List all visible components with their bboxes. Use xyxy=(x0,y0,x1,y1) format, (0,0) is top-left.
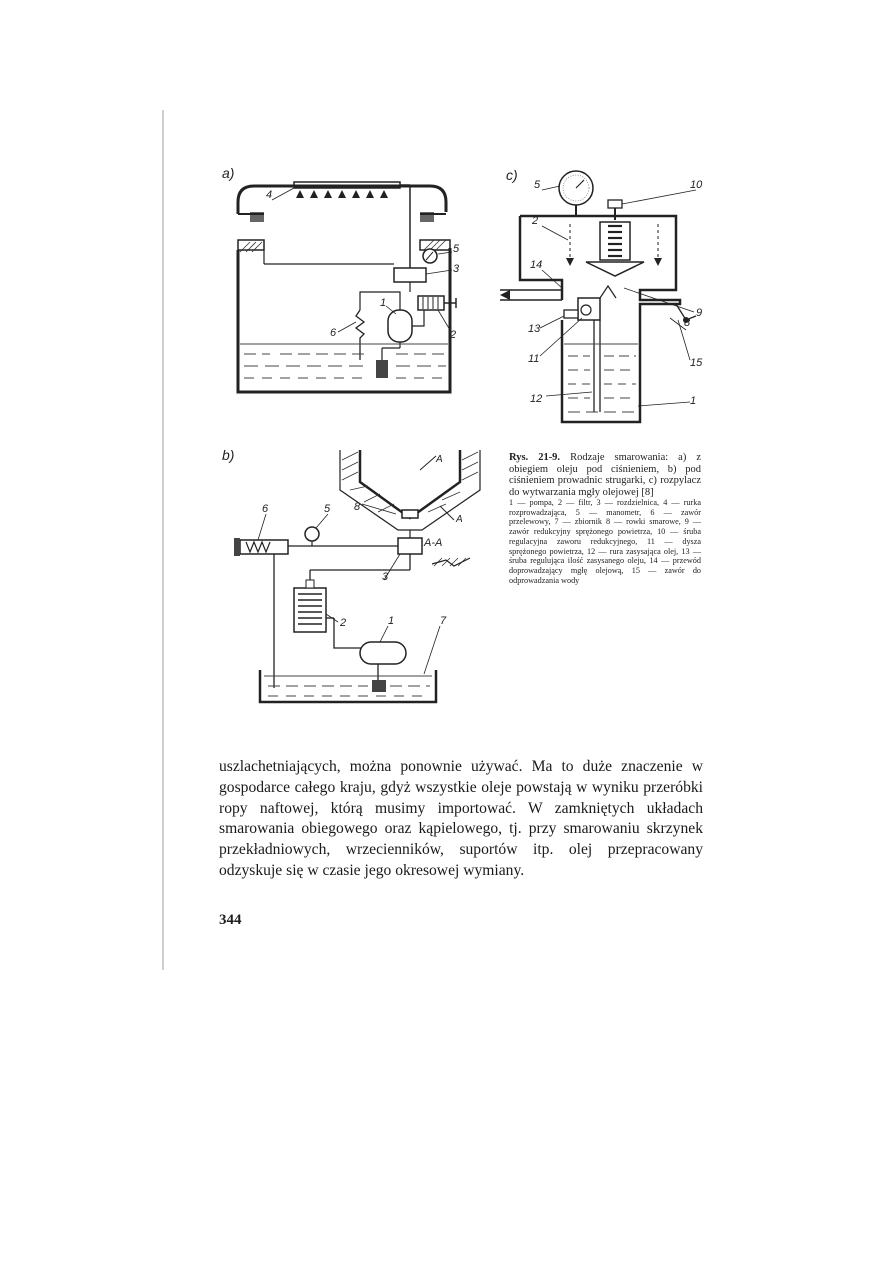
panel-c-number: 11 xyxy=(528,353,540,365)
figure-caption xyxy=(509,452,701,585)
caption-legend-item: 12 — rura zasysająca olej, xyxy=(587,546,679,556)
panel-a-number: 3 xyxy=(453,263,460,275)
caption-title-text: Rodzaje smarowania: a) z obiegiem oleju pod ciśnieniem, b) pod ciśnieniem prowadnic strugarki, c) rozpylacz do wytwarzania mgły olejowej [8] xyxy=(509,452,701,498)
panel-a-number: 5 xyxy=(453,243,460,255)
panel-a-number: 1 xyxy=(380,297,387,309)
panel-b-number: 2 xyxy=(340,617,347,629)
panel-c-label: c) xyxy=(506,167,518,183)
caption-legend-item: 11 — dysza sprężonego powietrza, xyxy=(509,536,702,556)
caption-title xyxy=(509,452,701,498)
caption-legend-item: 4 — rurka rozprowadzająca, xyxy=(509,498,701,517)
caption-legend-item: 5 — manometr, xyxy=(575,507,642,517)
page-number: 344 xyxy=(219,912,242,928)
panel-c-number: 8 xyxy=(684,317,691,329)
panel-b-number: 6 xyxy=(262,503,269,515)
panel-c-number: 15 xyxy=(690,357,703,369)
panel-c-number: 2 xyxy=(532,215,539,227)
caption-legend-item: 9 — zawór redukcyjny sprężonego powietrza, xyxy=(509,517,702,537)
panel-b-number: 3 xyxy=(382,571,389,583)
panel-b-number: 7 xyxy=(440,615,447,627)
caption-legend-item: 6 — zawór przelewowy, xyxy=(509,507,702,527)
panel-c-number: 12 xyxy=(530,393,543,405)
panel-c-number: 1 xyxy=(690,395,697,407)
figure-panel-a xyxy=(210,160,480,410)
caption-legend-item: 1 — pompa, xyxy=(509,498,554,507)
caption-legend-item: 8 — rowki smarowe, xyxy=(605,517,681,527)
scan-edge xyxy=(162,110,164,970)
panel-b-cut-mark: A xyxy=(436,454,443,465)
panel-b-number: 8 xyxy=(354,501,361,513)
panel-c-number: 9 xyxy=(696,307,703,319)
caption-legend-item: 7 — zbiornik xyxy=(554,517,602,527)
panel-b-number: 1 xyxy=(388,615,395,627)
caption-legend-item: 2 — filtr, xyxy=(557,498,593,507)
panel-a-number: 2 xyxy=(450,329,457,341)
caption-legend-item: 14 — przewód doprowadzający mgłę olejową, xyxy=(509,556,701,575)
caption-number: Rys. 21-9. xyxy=(509,452,561,463)
panel-a-number: 6 xyxy=(330,327,337,339)
panel-a-label: a) xyxy=(222,165,235,181)
caption-legend-item: 15 — zawór do odprowadzania wody xyxy=(509,565,702,585)
figure-panel-c xyxy=(490,160,720,440)
panel-b-cut-mark: A xyxy=(456,514,463,525)
caption-legend-item: 13 — śruba regulująca ilość zasysanego oleju, xyxy=(509,546,702,566)
caption-legend-item: 3 — rozdzielnica, xyxy=(596,498,660,507)
panel-c-number: 10 xyxy=(690,179,703,191)
panel-b-label: b) xyxy=(222,447,235,463)
panel-b-section-label: A-A xyxy=(424,537,443,549)
panel-c-number: 5 xyxy=(534,179,541,191)
panel-c-number: 13 xyxy=(528,323,541,335)
panel-a-number: 4 xyxy=(266,189,273,201)
figure-panel-b xyxy=(210,430,500,730)
panel-b-number: 5 xyxy=(324,503,331,515)
panel-c-number: 14 xyxy=(530,259,543,271)
body-paragraph: uszlachetniających, można ponownie używać. Ma to duże znaczenie w gospodarce całego kraju, gdyż wszystkie oleje powstają w wyniku przeróbki ropy naftowej, którą musimy importować. W zamkniętych układach smarowania obiegowego oraz kąpielowego, tj. przy smarowaniu skrzynek przekładniowych, wrzecienników, suportów itp. olej przepracowany odzyskuje się w czasie jego okresowej wymiany. xyxy=(219,758,703,879)
caption-legend-item: 10 — śruba regulacyjna zaworu redukcyjnego, xyxy=(509,527,701,546)
